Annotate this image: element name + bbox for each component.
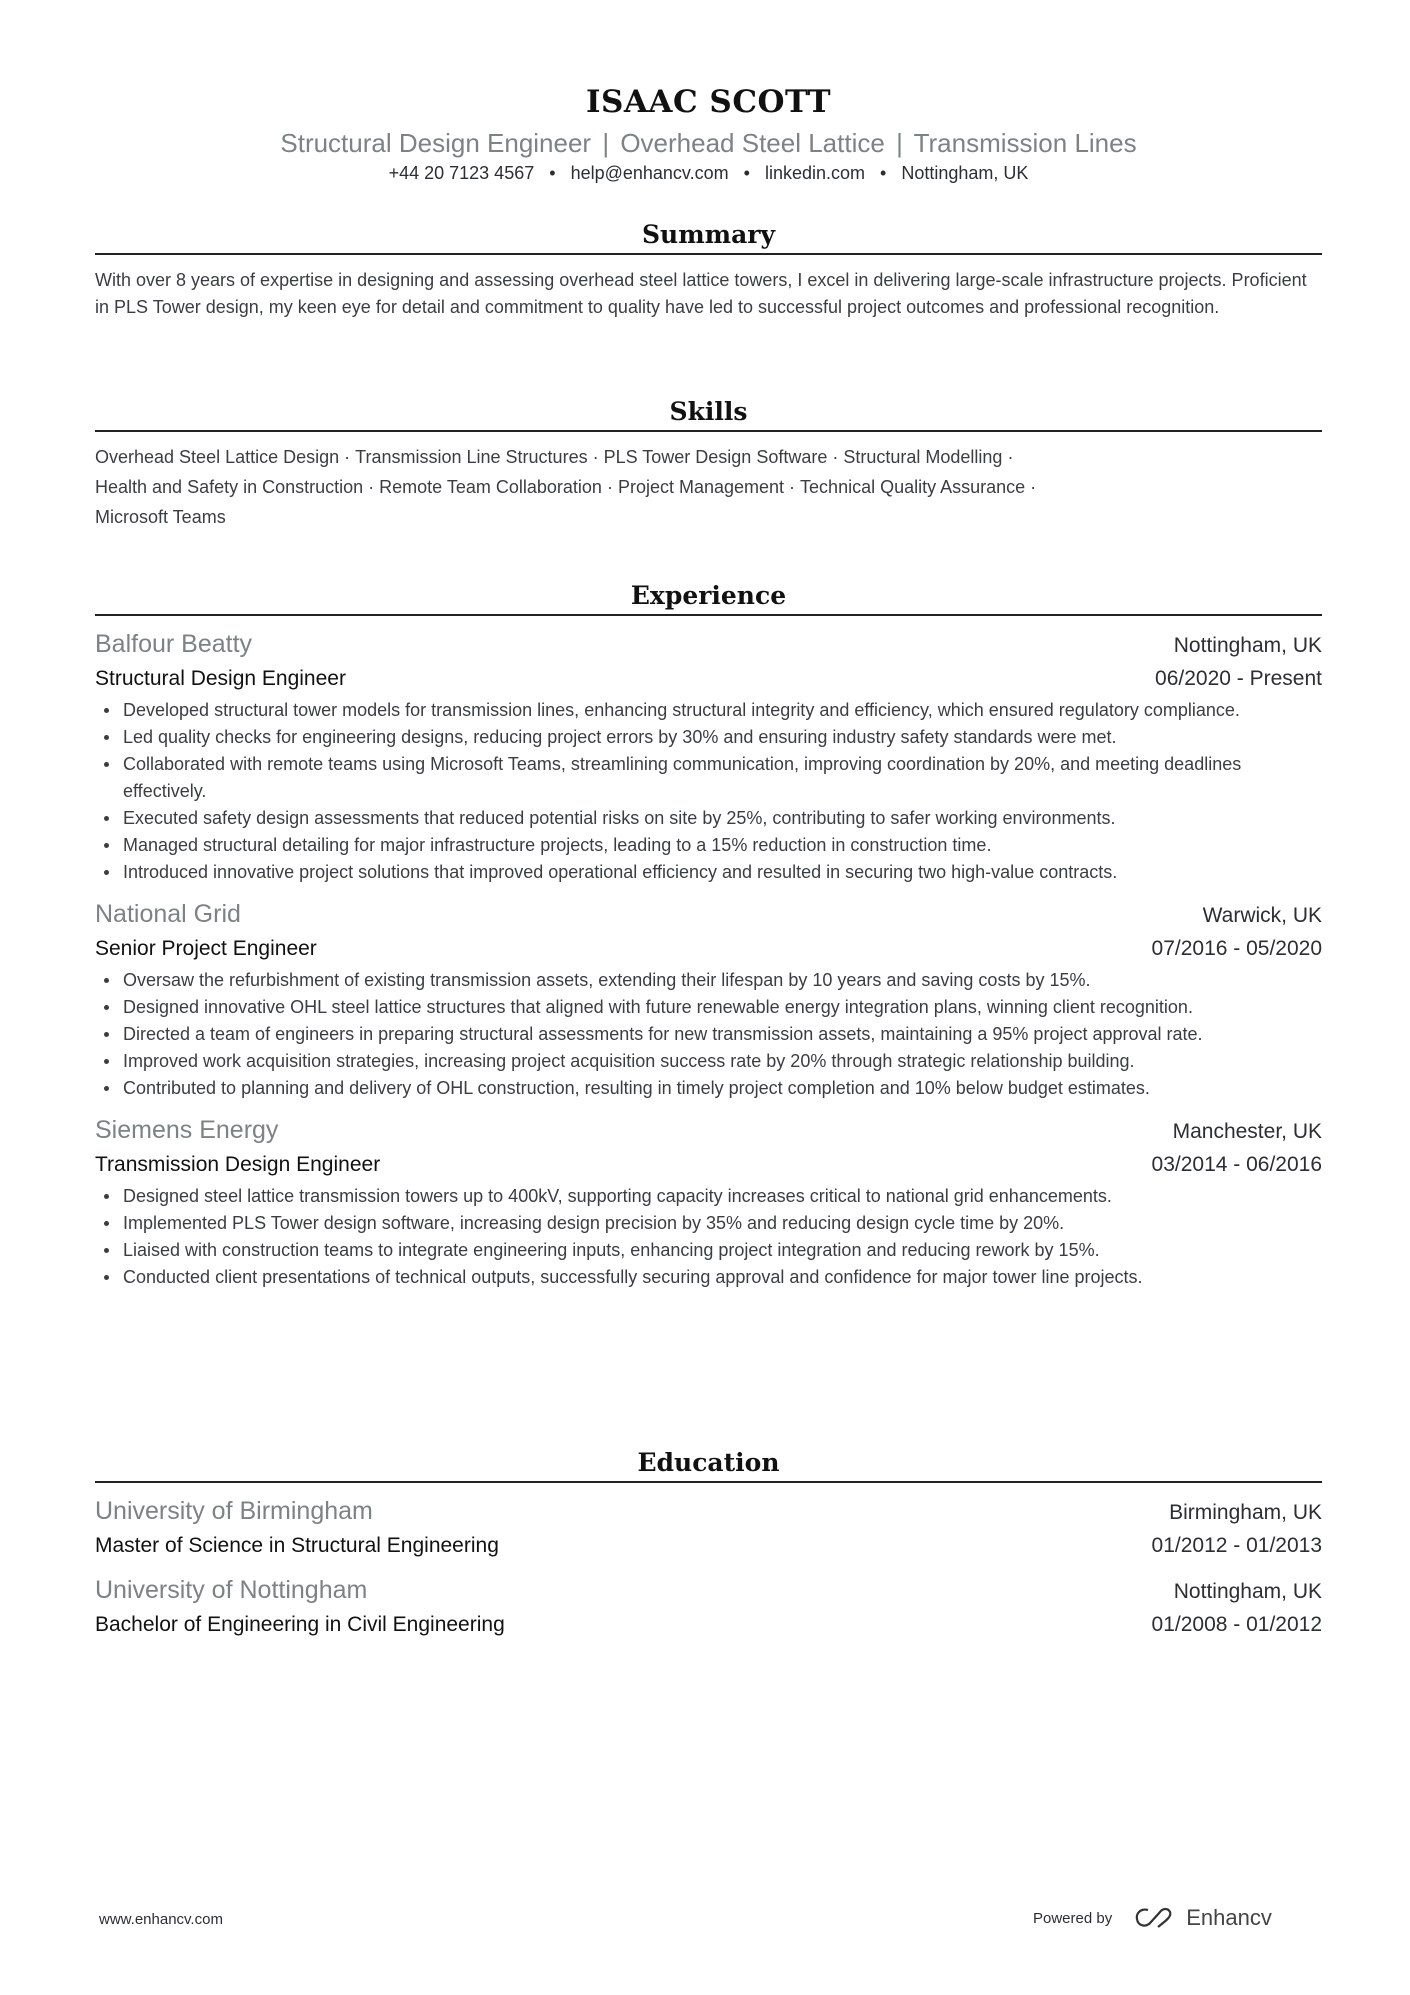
achievement-item: Directed a team of engineers in preparing structural assessments for new transmission assets, maintaining a 95% project approval rate.: [123, 1021, 1322, 1048]
company-name: Siemens Energy: [95, 1116, 279, 1144]
enhancv-logo-icon: [1134, 1906, 1178, 1930]
skill-item: Technical Quality Assurance: [800, 477, 1026, 497]
achievement-item: Conducted client presentations of technical outputs, successfully securing approval and confidence for major tower line projects.: [123, 1264, 1322, 1291]
skill-item: Overhead Steel Lattice Design: [95, 447, 340, 467]
education-section: [95, 1445, 1322, 1641]
summary-section: [95, 217, 1322, 321]
achievement-item: Introduced innovative project solutions that improved operational efficiency and resulted in securing two high-value contracts.: [123, 859, 1322, 886]
skill-separator: ·: [832, 447, 839, 467]
headline-separator: |: [602, 128, 610, 158]
headline: [95, 128, 1322, 159]
phone: +44 20 7123 4567: [388, 163, 535, 183]
powered-by-label: Powered by: [1033, 1909, 1113, 1927]
job-dates: 06/2020 - Present: [1155, 667, 1322, 690]
skill-item: PLS Tower Design Software: [603, 447, 828, 467]
achievement-item: Oversaw the refurbishment of existing transmission assets, extending their lifespan by 10 years and saving costs by 15%.: [123, 967, 1322, 994]
headline-part: Structural Design Engineer: [280, 128, 592, 158]
entry-header: [95, 898, 1322, 932]
achievement-item: Liaised with construction teams to integrate engineering inputs, enhancing project integration and reducing rework by 15%.: [123, 1237, 1322, 1264]
achievement-list: [95, 1183, 1322, 1291]
skill-separator: ·: [1007, 447, 1014, 467]
section-divider: [95, 253, 1322, 255]
school-name: University of Birmingham: [95, 1497, 373, 1525]
school-name: University of Nottingham: [95, 1576, 368, 1604]
achievement-item: Implemented PLS Tower design software, increasing design precision by 35% and reducing design cycle time by 20%.: [123, 1210, 1322, 1237]
section-divider: [95, 614, 1322, 616]
entry-header: [95, 1114, 1322, 1148]
section-heading: Skills: [669, 397, 748, 426]
footer-branding: [1033, 1905, 1272, 1931]
headline-separator: |: [896, 128, 903, 158]
entry-header: [95, 1574, 1322, 1608]
section-heading: Education: [637, 1448, 780, 1477]
achievement-item: Designed innovative OHL steel lattice structures that aligned with future renewable energy integration plans, winning client recognition.: [123, 994, 1322, 1021]
email-link[interactable]: help@enhancv.com: [570, 163, 729, 183]
achievement-item: Improved work acquisition strategies, increasing project acquisition success rate by 20% through strategic relationship building.: [123, 1048, 1322, 1075]
section-divider: [95, 430, 1322, 432]
experience-section: [95, 578, 1322, 1291]
skill-item: Transmission Line Structures: [355, 447, 588, 467]
company-name: National Grid: [95, 900, 241, 928]
contact-separator: •: [880, 163, 887, 183]
education-dates: 01/2012 - 01/2013: [1151, 1534, 1322, 1557]
skill-item: Microsoft Teams: [95, 507, 226, 527]
linkedin-link[interactable]: linkedin.com: [764, 163, 865, 183]
entry-subheader: [95, 932, 1322, 965]
skill-separator: ·: [1030, 477, 1037, 497]
skill-separator: ·: [789, 477, 796, 497]
job-dates: 07/2016 - 05/2020: [1151, 937, 1322, 960]
school-location: Birmingham, UK: [1169, 1501, 1322, 1524]
contact-separator: •: [743, 163, 750, 183]
education-entry: [95, 1574, 1322, 1641]
job-dates: 03/2014 - 06/2016: [1151, 1153, 1322, 1176]
skill-separator: ·: [344, 447, 351, 467]
achievement-list: [95, 697, 1322, 886]
school-location: Nottingham, UK: [1173, 1580, 1322, 1603]
achievement-item: Collaborated with remote teams using Microsoft Teams, streamlining communication, improving coordination by 20%, and meeting deadlines effectively.: [123, 751, 1322, 805]
brand-name: Enhancv: [1186, 1905, 1272, 1930]
achievement-item: Designed steel lattice transmission towers up to 400kV, supporting capacity increases critical to national grid enhancements.: [123, 1183, 1322, 1210]
skill-item: Health and Safety in Construction: [95, 477, 364, 497]
skill-separator: ·: [368, 477, 375, 497]
skill-separator: ·: [592, 447, 599, 467]
achievement-item: Managed structural detailing for major infrastructure projects, leading to a 15% reduction in construction time.: [123, 832, 1322, 859]
skills-list: [95, 442, 1322, 532]
achievement-item: Led quality checks for engineering designs, reducing project errors by 30% and ensuring industry safety standards were met.: [123, 724, 1322, 751]
entry-subheader: [95, 662, 1322, 695]
experience-entry: [95, 628, 1322, 886]
achievement-list: [95, 967, 1322, 1102]
job-location: Warwick, UK: [1202, 904, 1322, 927]
skill-item: Remote Team Collaboration: [379, 477, 602, 497]
entry-subheader: [95, 1148, 1322, 1181]
education-dates: 01/2008 - 01/2012: [1151, 1613, 1322, 1636]
entry-subheader: [95, 1529, 1322, 1562]
section-heading: Summary: [641, 220, 776, 249]
contact-info: [95, 163, 1322, 184]
achievement-item: Developed structural tower models for transmission lines, enhancing structural integrity and efficiency, which ensured regulatory compliance.: [123, 697, 1322, 724]
company-name: Balfour Beatty: [95, 630, 253, 658]
entry-subheader: [95, 1608, 1322, 1641]
job-location: Manchester, UK: [1172, 1120, 1322, 1143]
contact-separator: •: [549, 163, 556, 183]
degree: Bachelor of Engineering in Civil Engineering: [95, 1613, 505, 1636]
headline-part: Transmission Lines: [913, 128, 1137, 158]
skill-item: Project Management: [617, 477, 785, 497]
skill-item: Structural Modelling: [843, 447, 1003, 467]
job-location: Nottingham, UK: [1173, 634, 1322, 657]
job-title: Senior Project Engineer: [95, 937, 317, 960]
location: Nottingham, UK: [901, 163, 1029, 183]
footer-website[interactable]: www.enhancv.com: [99, 1911, 223, 1928]
summary-text: With over 8 years of expertise in designing and assessing overhead steel lattice towers, I excel in delivering large-scale infrastructure projects. Proficient in PLS Tower design, my keen eye for detail and commitment to quality have led to successful project outcomes and professional recognition.: [95, 270, 1307, 317]
entry-header: [95, 628, 1322, 662]
job-title: Transmission Design Engineer: [95, 1153, 381, 1176]
entry-header: [95, 1495, 1322, 1529]
degree: Master of Science in Structural Engineering: [95, 1534, 499, 1557]
section-heading: Experience: [630, 581, 787, 610]
education-entry: [95, 1495, 1322, 1562]
skills-section: [95, 394, 1322, 532]
candidate-name: ISAAC SCOTT: [585, 84, 832, 120]
section-divider: [95, 1481, 1322, 1483]
headline-part: Overhead Steel Lattice: [620, 128, 885, 158]
achievement-item: Contributed to planning and delivery of OHL construction, resulting in timely project completion and 10% below budget estimates.: [123, 1075, 1322, 1102]
experience-entry: [95, 898, 1322, 1102]
experience-entry: [95, 1114, 1322, 1291]
job-title: Structural Design Engineer: [95, 667, 346, 690]
skill-separator: ·: [606, 477, 613, 497]
enhancv-logo: [1134, 1905, 1272, 1931]
achievement-item: Executed safety design assessments that reduced potential risks on site by 25%, contributing to safer working environments.: [123, 805, 1322, 832]
